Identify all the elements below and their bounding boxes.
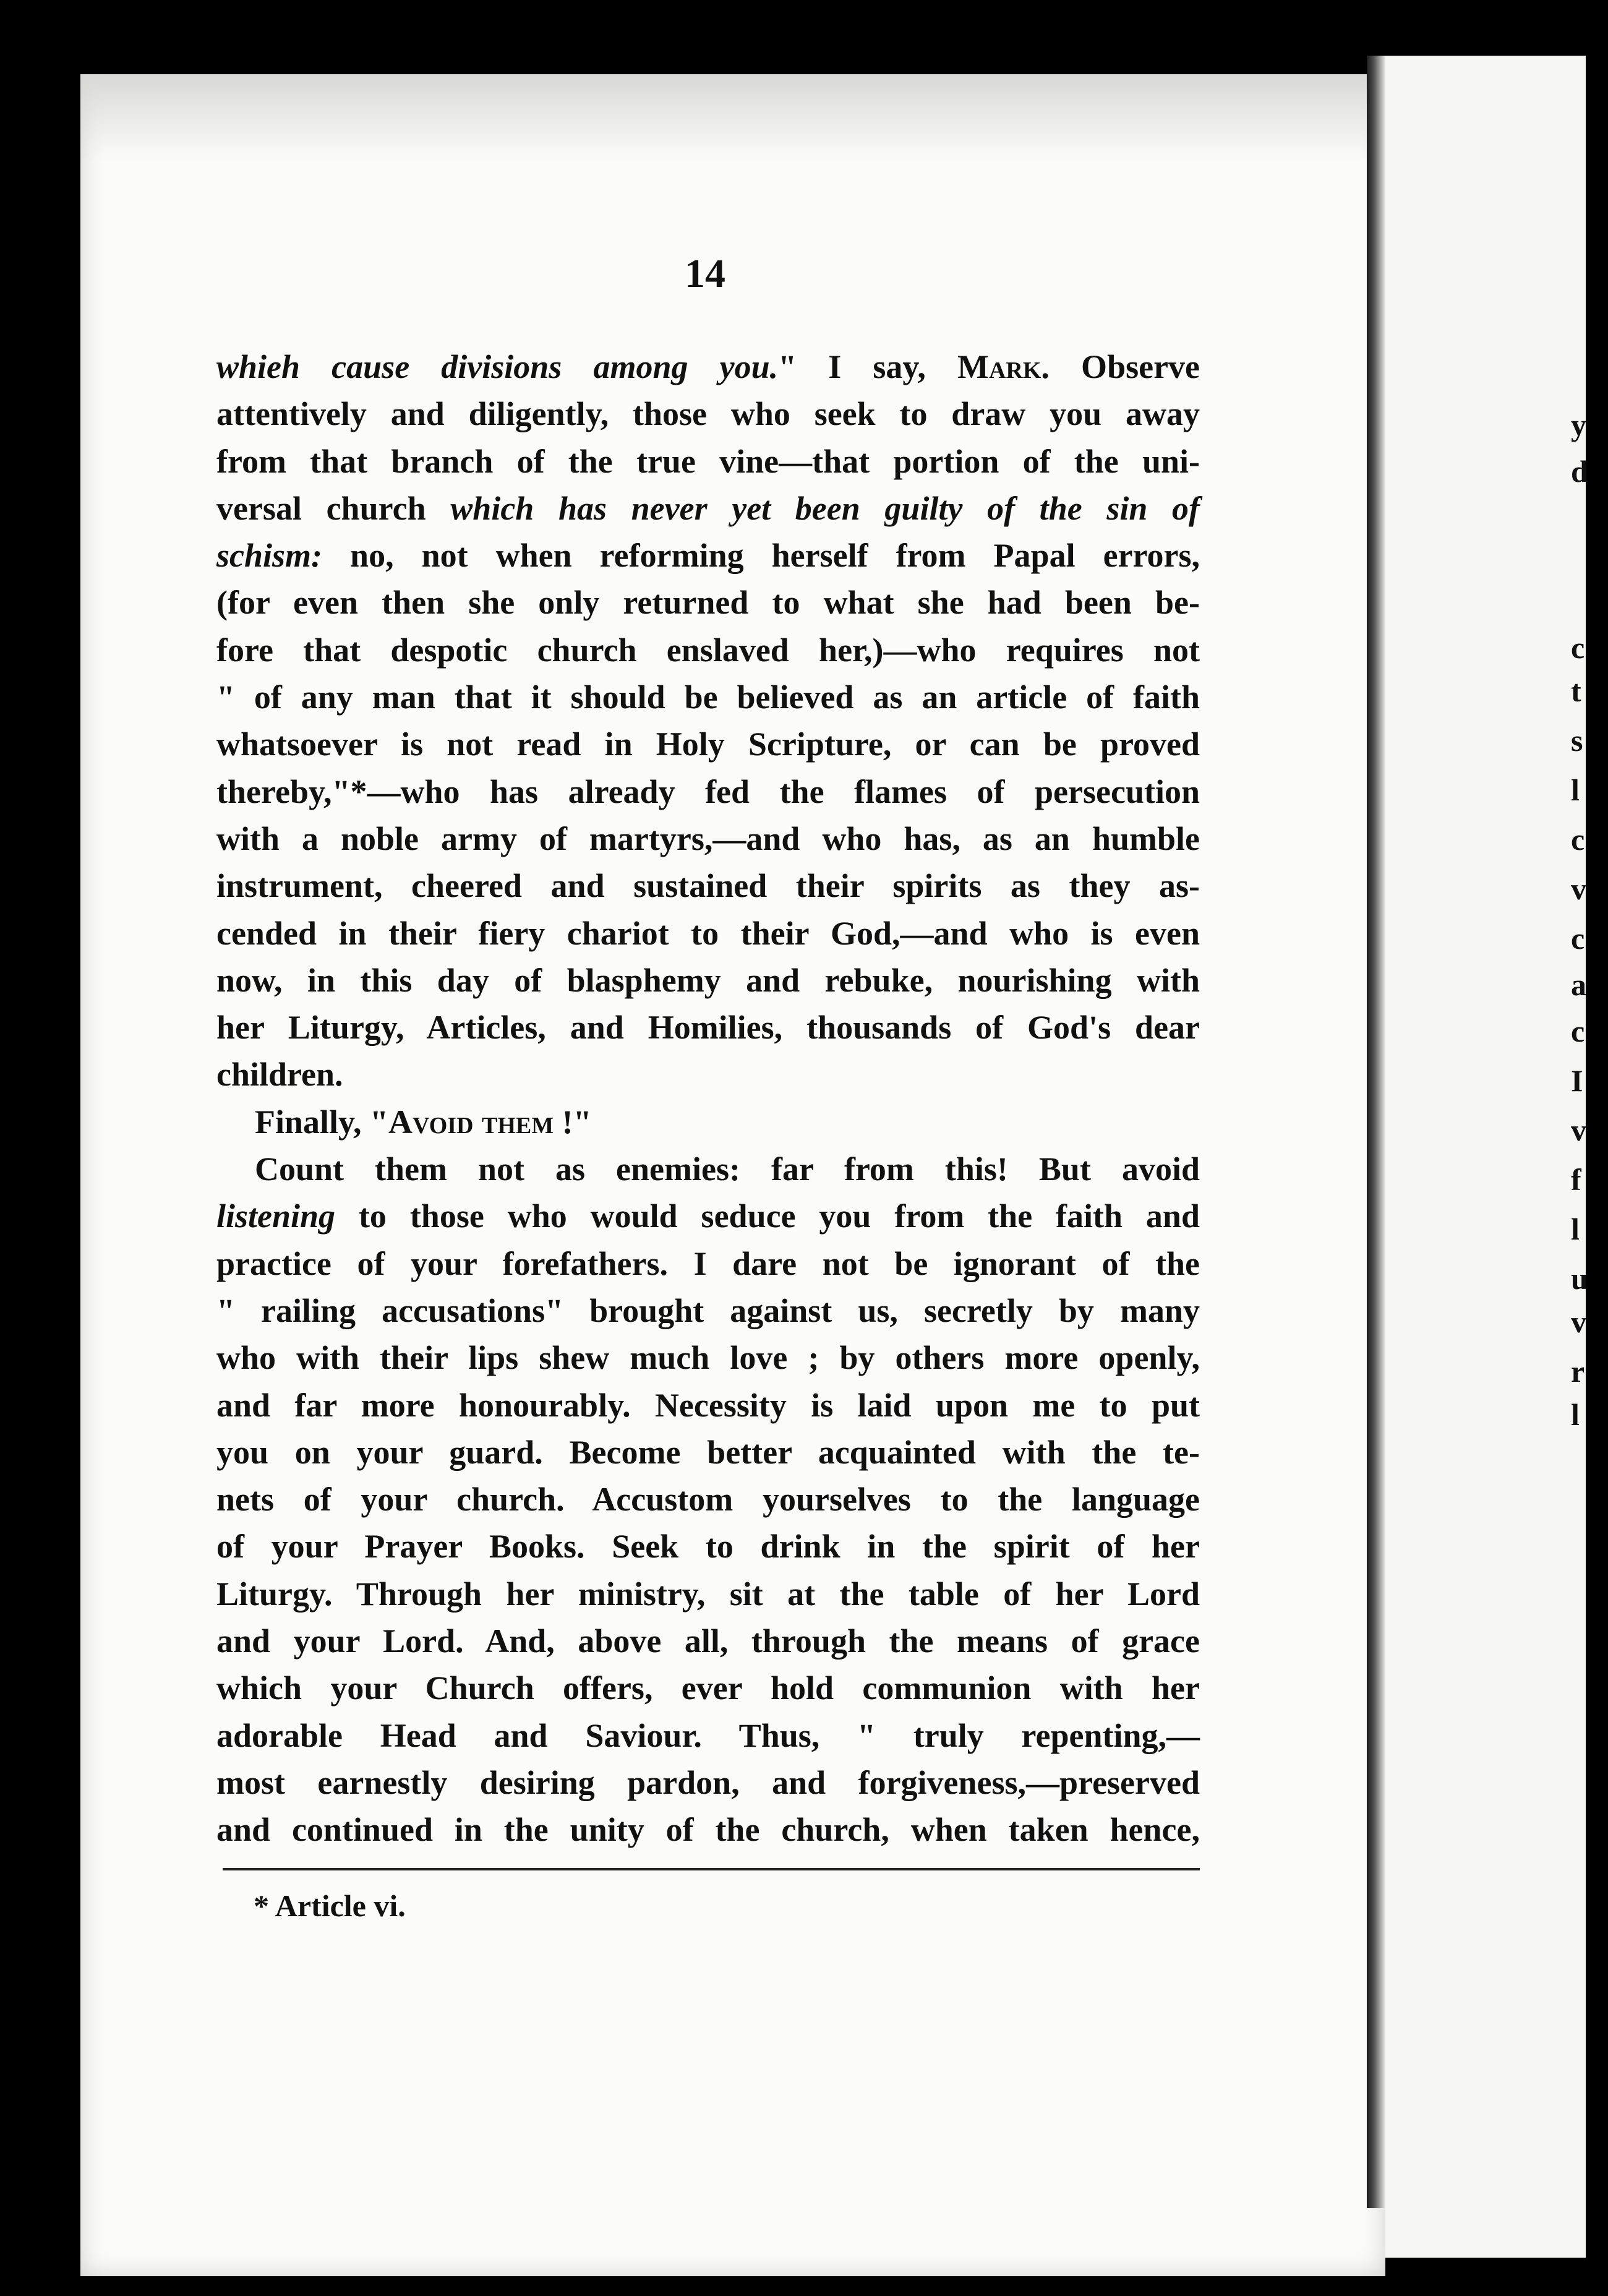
text-line — [216, 1570, 1200, 1617]
text-run: Observe — [1049, 348, 1200, 385]
text-run: nets of your church. Accustom yourselves to the language — [216, 1481, 1200, 1519]
text-line — [216, 957, 1200, 1004]
text-run: !" — [554, 1103, 592, 1141]
text-line — [216, 532, 1200, 579]
text-line — [216, 485, 1200, 532]
facing-page-char: u — [1571, 1261, 1588, 1296]
text-line — [216, 438, 1200, 485]
text-run: cended in their fiery chariot to their God,—and who is even — [216, 914, 1200, 952]
text-run: (for even then she only returned to what she had been be- — [216, 584, 1200, 622]
facing-page-char: c — [1571, 1014, 1585, 1048]
text-line — [216, 1004, 1200, 1051]
text-line — [216, 1712, 1200, 1759]
text-line — [216, 1617, 1200, 1664]
facing-page — [1385, 56, 1586, 2258]
text-run: thereby,"*—who has already fed the flames of persecution — [216, 773, 1200, 810]
text-line — [216, 1099, 1200, 1146]
text-run: Count them not as enemies: far from this! But avoid — [255, 1150, 1200, 1188]
text-run: listening — [216, 1197, 336, 1235]
text-line — [216, 1334, 1200, 1381]
book-gutter — [1367, 56, 1385, 2208]
facing-page-char: v — [1571, 1113, 1586, 1147]
text-run: " of any man that it should be believed as an article of faith — [216, 679, 1200, 716]
facing-page-char: t — [1571, 674, 1581, 708]
text-run: from that branch of the true vine—that portion of the uni- — [216, 442, 1200, 480]
text-line — [216, 768, 1200, 815]
text-line — [216, 721, 1200, 768]
text-run: " I say, — [778, 348, 958, 385]
facing-page-char: s — [1571, 723, 1583, 758]
text-run: adorable Head and Saviour. Thus, " truly repenting,— — [216, 1716, 1200, 1754]
text-run: and far more honourably. Necessity is laid upon me to put — [216, 1386, 1200, 1424]
facing-page-char: I — [1571, 1063, 1583, 1098]
text-run: children. — [216, 1056, 343, 1094]
text-run: of your Prayer Books. Seek to drink in the spirit of her — [216, 1528, 1200, 1566]
text-line — [216, 579, 1200, 626]
text-run: who with their lips shew much love ; by others more openly, — [216, 1339, 1200, 1377]
text-run: and your Lord. And, above all, through the means of grace — [216, 1622, 1200, 1660]
text-line — [216, 1146, 1200, 1193]
text-line — [216, 1664, 1200, 1711]
facing-page-char: l — [1571, 773, 1580, 807]
text-run: Finally, " — [255, 1103, 389, 1141]
text-line — [216, 1287, 1200, 1334]
facing-page-char: v — [1571, 872, 1586, 906]
text-run: Liturgy. Through her ministry, sit at the table of her Lord — [216, 1575, 1200, 1613]
text-line — [216, 1382, 1200, 1429]
text-run: her Liturgy, Articles, and Homilies, thousands of God's dear — [216, 1009, 1200, 1047]
text-line — [216, 1193, 1200, 1240]
facing-page-char: v — [1571, 1304, 1586, 1339]
text-line — [216, 815, 1200, 862]
text-run: schism: — [216, 537, 323, 575]
text-run: to those who would seduce you from the faith and — [335, 1197, 1200, 1235]
facing-page-char: a — [1571, 967, 1586, 1002]
text-run: versal church — [216, 489, 451, 527]
text-run: now, in this day of blasphemy and rebuke, nourishing with — [216, 961, 1200, 999]
facing-page-char: c — [1571, 630, 1585, 665]
text-run: no, not when reforming herself from Papal errors, — [322, 537, 1200, 575]
text-run: Mark. — [957, 348, 1050, 385]
facing-page-char: c — [1571, 822, 1585, 857]
text-line — [216, 910, 1200, 957]
text-run: which has never yet been guilty of the sin of — [450, 489, 1200, 527]
text-line — [216, 1806, 1200, 1853]
text-run: instrument, cheered and sustained their spirits as they as- — [216, 867, 1200, 905]
text-line — [216, 390, 1200, 437]
text-line — [216, 1476, 1200, 1523]
text-line — [216, 674, 1200, 721]
text-run: most earnestly desiring pardon, and forgiveness,—preserved — [216, 1763, 1200, 1801]
facing-page-char: f — [1571, 1162, 1581, 1197]
facing-page-char: r — [1571, 1354, 1585, 1389]
text-line — [216, 1759, 1200, 1806]
text-run: you on your guard. Become better acquainted with the te- — [216, 1433, 1200, 1471]
text-run: with a noble army of martyrs,—and who has, as an humble — [216, 820, 1200, 857]
facing-page-char: y — [1571, 408, 1586, 442]
body-text — [216, 343, 1200, 1854]
facing-page-char: l — [1571, 1212, 1580, 1246]
text-run: attentively and diligently, those who seek to draw you away — [216, 395, 1200, 433]
text-run: whatsoever is not read in Holy Scripture, or can be proved — [216, 726, 1200, 763]
footnote-divider — [223, 1868, 1200, 1870]
facing-page-char: c — [1571, 921, 1585, 956]
text-run: " railing accusations" brought against us, secretly by many — [216, 1292, 1200, 1329]
text-line — [216, 343, 1200, 390]
facing-page-char: d — [1571, 454, 1588, 489]
footnote: * Article vi. — [254, 1888, 406, 1923]
text-line — [216, 1523, 1200, 1570]
text-line — [216, 627, 1200, 674]
facing-page-char: l — [1571, 1397, 1580, 1432]
text-line — [216, 1429, 1200, 1476]
text-run: Avoid them — [388, 1103, 554, 1141]
text-run: and continued in the unity of the church, when taken hence, — [216, 1811, 1200, 1849]
text-run: whieh cause divisions among you. — [216, 348, 779, 385]
page-number: 14 — [685, 251, 725, 296]
text-line — [216, 1240, 1200, 1287]
text-run: fore that despotic church enslaved her,)—who requires not — [216, 631, 1200, 669]
text-line — [216, 1051, 1200, 1098]
text-run: which your Church offers, ever hold communion with her — [216, 1669, 1200, 1707]
text-run: practice of your forefathers. I dare not be ignorant of the — [216, 1244, 1200, 1282]
text-line — [216, 862, 1200, 909]
